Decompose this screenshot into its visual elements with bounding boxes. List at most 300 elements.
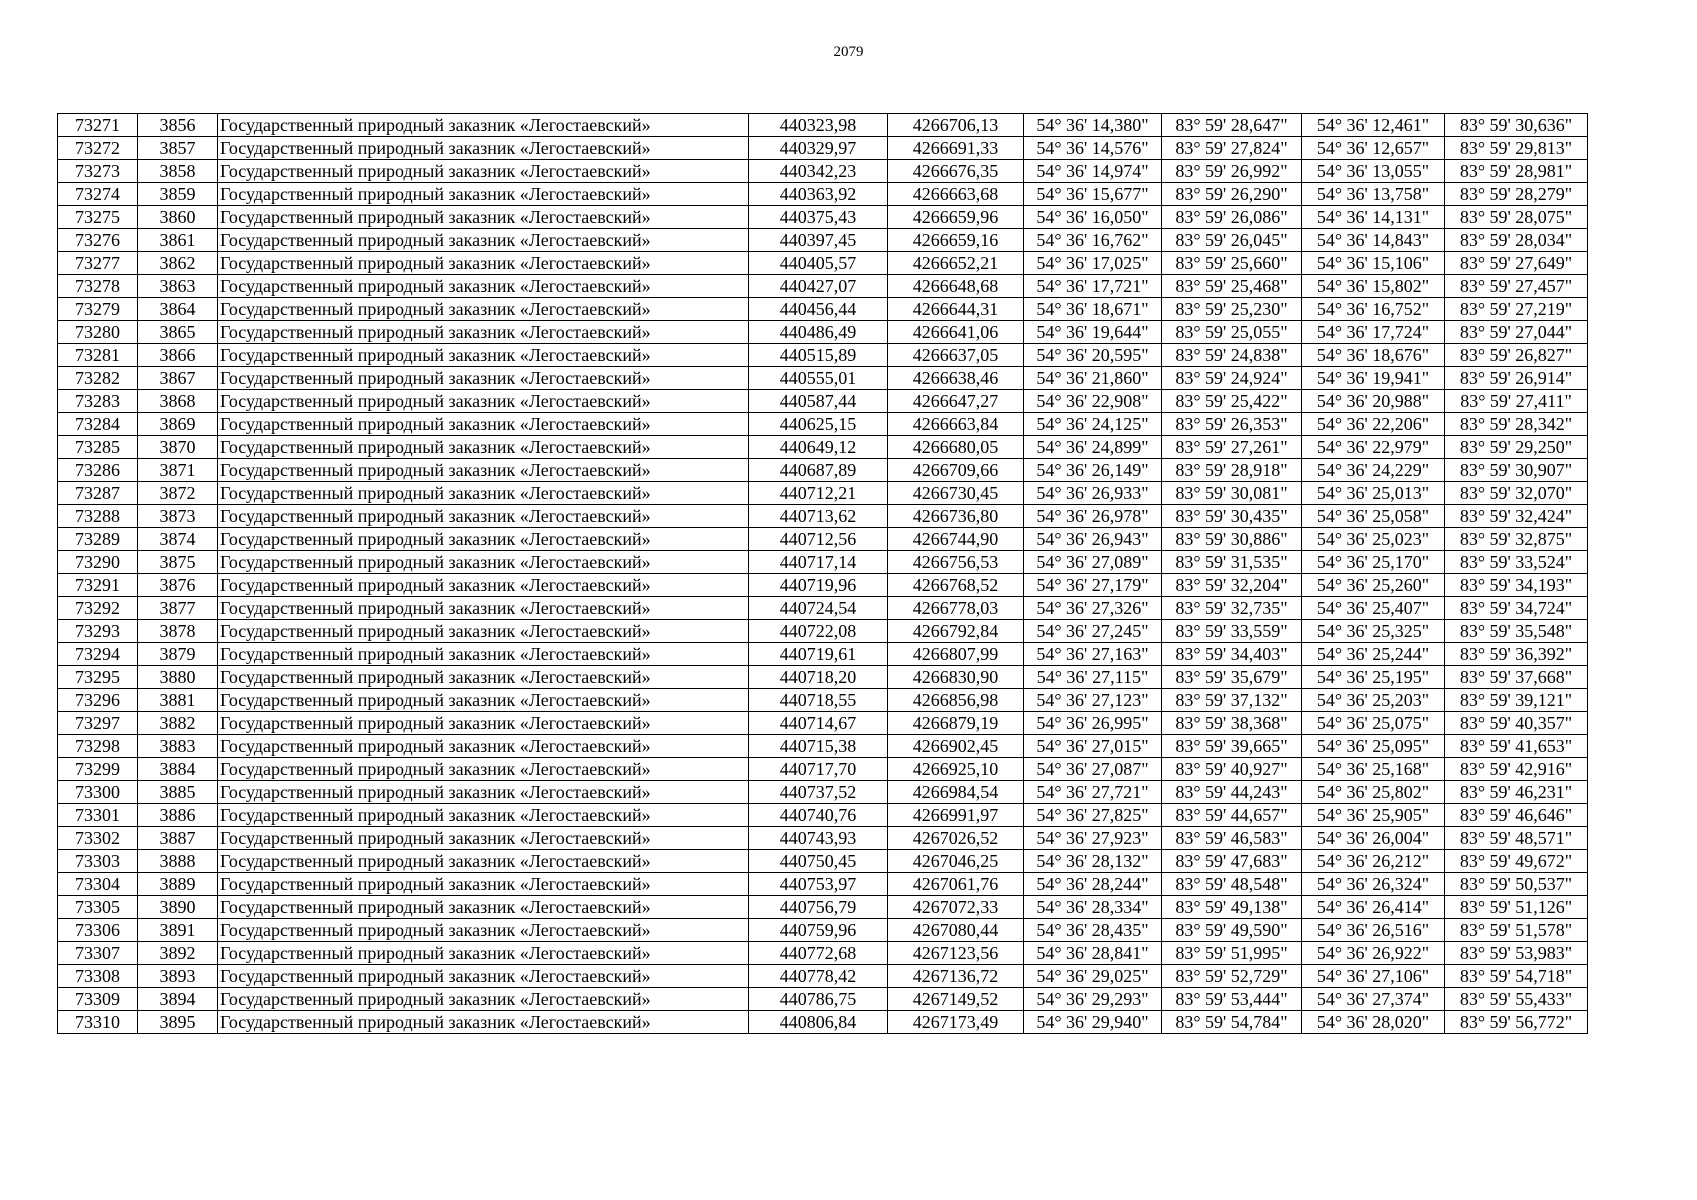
x-coordinate-cell: 440717,70: [749, 758, 888, 781]
x-coordinate-cell: 440718,55: [749, 689, 888, 712]
point-number-cell: 3860: [138, 206, 218, 229]
longitude-cell: 83° 59' 25,055": [1162, 321, 1302, 344]
longitude-cell: 83° 59' 28,918": [1162, 459, 1302, 482]
x-coordinate-cell: 440786,75: [749, 988, 888, 1011]
longitude-cell: 83° 59' 37,132": [1162, 689, 1302, 712]
x-coordinate-cell: 440375,43: [749, 206, 888, 229]
longitude-alt-cell: 83° 59' 50,537": [1445, 873, 1588, 896]
table-row: [58, 712, 1588, 735]
object-name-cell: Государственный природный заказник «Легостаевский»: [218, 643, 749, 666]
latitude-cell: 54° 36' 22,908": [1024, 390, 1162, 413]
longitude-cell: 83° 59' 48,548": [1162, 873, 1302, 896]
latitude-alt-cell: 54° 36' 14,131": [1302, 206, 1445, 229]
latitude-alt-cell: 54° 36' 27,106": [1302, 965, 1445, 988]
x-coordinate-cell: 440515,89: [749, 344, 888, 367]
row-number-cell: 73274: [58, 183, 138, 206]
y-coordinate-cell: 4266659,96: [888, 206, 1024, 229]
longitude-cell: 83° 59' 34,403": [1162, 643, 1302, 666]
table-row: [58, 344, 1588, 367]
longitude-cell: 83° 59' 44,657": [1162, 804, 1302, 827]
object-name-cell: Государственный природный заказник «Легостаевский»: [218, 919, 749, 942]
object-name-cell: Государственный природный заказник «Легостаевский»: [218, 275, 749, 298]
longitude-cell: 83° 59' 25,468": [1162, 275, 1302, 298]
longitude-cell: 83° 59' 32,204": [1162, 574, 1302, 597]
x-coordinate-cell: 440740,76: [749, 804, 888, 827]
point-number-cell: 3871: [138, 459, 218, 482]
table-row: [58, 160, 1588, 183]
x-coordinate-cell: 440342,23: [749, 160, 888, 183]
x-coordinate-cell: 440712,56: [749, 528, 888, 551]
latitude-alt-cell: 54° 36' 25,407": [1302, 597, 1445, 620]
point-number-cell: 3877: [138, 597, 218, 620]
longitude-cell: 83° 59' 26,290": [1162, 183, 1302, 206]
object-name-cell: Государственный природный заказник «Легостаевский»: [218, 114, 749, 137]
y-coordinate-cell: 4266676,35: [888, 160, 1024, 183]
longitude-alt-cell: 83° 59' 28,279": [1445, 183, 1588, 206]
longitude-alt-cell: 83° 59' 28,981": [1445, 160, 1588, 183]
row-number-cell: 73276: [58, 229, 138, 252]
latitude-cell: 54° 36' 27,123": [1024, 689, 1162, 712]
latitude-alt-cell: 54° 36' 24,229": [1302, 459, 1445, 482]
y-coordinate-cell: 4266691,33: [888, 137, 1024, 160]
x-coordinate-cell: 440555,01: [749, 367, 888, 390]
latitude-alt-cell: 54° 36' 25,023": [1302, 528, 1445, 551]
longitude-alt-cell: 83° 59' 54,718": [1445, 965, 1588, 988]
point-number-cell: 3868: [138, 390, 218, 413]
latitude-cell: 54° 36' 26,995": [1024, 712, 1162, 735]
y-coordinate-cell: 4266709,66: [888, 459, 1024, 482]
object-name-cell: Государственный природный заказник «Легостаевский»: [218, 781, 749, 804]
y-coordinate-cell: 4266925,10: [888, 758, 1024, 781]
longitude-alt-cell: 83° 59' 27,457": [1445, 275, 1588, 298]
latitude-cell: 54° 36' 24,899": [1024, 436, 1162, 459]
latitude-alt-cell: 54° 36' 25,013": [1302, 482, 1445, 505]
row-number-cell: 73277: [58, 252, 138, 275]
point-number-cell: 3895: [138, 1011, 218, 1034]
latitude-alt-cell: 54° 36' 26,516": [1302, 919, 1445, 942]
longitude-cell: 83° 59' 26,086": [1162, 206, 1302, 229]
table-row: [58, 436, 1588, 459]
latitude-cell: 54° 36' 27,115": [1024, 666, 1162, 689]
latitude-cell: 54° 36' 27,326": [1024, 597, 1162, 620]
row-number-cell: 73308: [58, 965, 138, 988]
row-number-cell: 73297: [58, 712, 138, 735]
latitude-cell: 54° 36' 27,721": [1024, 781, 1162, 804]
longitude-cell: 83° 59' 32,735": [1162, 597, 1302, 620]
row-number-cell: 73304: [58, 873, 138, 896]
object-name-cell: Государственный природный заказник «Легостаевский»: [218, 597, 749, 620]
longitude-cell: 83° 59' 27,261": [1162, 436, 1302, 459]
longitude-cell: 83° 59' 30,081": [1162, 482, 1302, 505]
table-row: [58, 137, 1588, 160]
y-coordinate-cell: 4267072,33: [888, 896, 1024, 919]
table-row: [58, 114, 1588, 137]
y-coordinate-cell: 4266663,68: [888, 183, 1024, 206]
point-number-cell: 3876: [138, 574, 218, 597]
longitude-alt-cell: 83° 59' 56,772": [1445, 1011, 1588, 1034]
table-row: [58, 1011, 1588, 1034]
latitude-alt-cell: 54° 36' 25,095": [1302, 735, 1445, 758]
latitude-cell: 54° 36' 16,762": [1024, 229, 1162, 252]
row-number-cell: 73298: [58, 735, 138, 758]
object-name-cell: Государственный природный заказник «Легостаевский»: [218, 896, 749, 919]
y-coordinate-cell: 4267123,56: [888, 942, 1024, 965]
latitude-alt-cell: 54° 36' 12,461": [1302, 114, 1445, 137]
latitude-cell: 54° 36' 28,841": [1024, 942, 1162, 965]
point-number-cell: 3879: [138, 643, 218, 666]
table-row: [58, 206, 1588, 229]
x-coordinate-cell: 440329,97: [749, 137, 888, 160]
longitude-alt-cell: 83° 59' 40,357": [1445, 712, 1588, 735]
y-coordinate-cell: 4266736,80: [888, 505, 1024, 528]
longitude-cell: 83° 59' 47,683": [1162, 850, 1302, 873]
row-number-cell: 73309: [58, 988, 138, 1011]
y-coordinate-cell: 4266644,31: [888, 298, 1024, 321]
y-coordinate-cell: 4266730,45: [888, 482, 1024, 505]
object-name-cell: Государственный природный заказник «Легостаевский»: [218, 413, 749, 436]
latitude-alt-cell: 54° 36' 26,922": [1302, 942, 1445, 965]
latitude-alt-cell: 54° 36' 19,941": [1302, 367, 1445, 390]
longitude-cell: 83° 59' 26,353": [1162, 413, 1302, 436]
y-coordinate-cell: 4266659,16: [888, 229, 1024, 252]
table-row: [58, 919, 1588, 942]
longitude-cell: 83° 59' 28,647": [1162, 114, 1302, 137]
longitude-alt-cell: 83° 59' 37,668": [1445, 666, 1588, 689]
latitude-cell: 54° 36' 24,125": [1024, 413, 1162, 436]
object-name-cell: Государственный природный заказник «Легостаевский»: [218, 390, 749, 413]
latitude-cell: 54° 36' 27,089": [1024, 551, 1162, 574]
latitude-alt-cell: 54° 36' 25,195": [1302, 666, 1445, 689]
longitude-cell: 83° 59' 52,729": [1162, 965, 1302, 988]
y-coordinate-cell: 4266756,53: [888, 551, 1024, 574]
latitude-cell: 54° 36' 27,179": [1024, 574, 1162, 597]
object-name-cell: Государственный природный заказник «Легостаевский»: [218, 206, 749, 229]
point-number-cell: 3875: [138, 551, 218, 574]
object-name-cell: Государственный природный заказник «Легостаевский»: [218, 758, 749, 781]
latitude-cell: 54° 36' 27,825": [1024, 804, 1162, 827]
latitude-cell: 54° 36' 27,245": [1024, 620, 1162, 643]
table-row: [58, 666, 1588, 689]
row-number-cell: 73303: [58, 850, 138, 873]
longitude-alt-cell: 83° 59' 49,672": [1445, 850, 1588, 873]
row-number-cell: 73284: [58, 413, 138, 436]
longitude-cell: 83° 59' 44,243": [1162, 781, 1302, 804]
point-number-cell: 3892: [138, 942, 218, 965]
y-coordinate-cell: 4266647,27: [888, 390, 1024, 413]
object-name-cell: Государственный природный заказник «Легостаевский»: [218, 344, 749, 367]
table-row: [58, 482, 1588, 505]
point-number-cell: 3880: [138, 666, 218, 689]
row-number-cell: 73291: [58, 574, 138, 597]
latitude-alt-cell: 54° 36' 25,905": [1302, 804, 1445, 827]
longitude-alt-cell: 83° 59' 26,914": [1445, 367, 1588, 390]
latitude-alt-cell: 54° 36' 26,324": [1302, 873, 1445, 896]
object-name-cell: Государственный природный заказник «Легостаевский»: [218, 850, 749, 873]
latitude-cell: 54° 36' 26,978": [1024, 505, 1162, 528]
row-number-cell: 73285: [58, 436, 138, 459]
x-coordinate-cell: 440753,97: [749, 873, 888, 896]
longitude-alt-cell: 83° 59' 29,250": [1445, 436, 1588, 459]
row-number-cell: 73296: [58, 689, 138, 712]
row-number-cell: 73282: [58, 367, 138, 390]
latitude-cell: 54° 36' 29,940": [1024, 1011, 1162, 1034]
row-number-cell: 73290: [58, 551, 138, 574]
x-coordinate-cell: 440718,20: [749, 666, 888, 689]
latitude-cell: 54° 36' 26,933": [1024, 482, 1162, 505]
point-number-cell: 3874: [138, 528, 218, 551]
object-name-cell: Государственный природный заказник «Легостаевский»: [218, 551, 749, 574]
table-row: [58, 988, 1588, 1011]
row-number-cell: 73278: [58, 275, 138, 298]
row-number-cell: 73279: [58, 298, 138, 321]
point-number-cell: 3882: [138, 712, 218, 735]
x-coordinate-cell: 440806,84: [749, 1011, 888, 1034]
y-coordinate-cell: 4267026,52: [888, 827, 1024, 850]
x-coordinate-cell: 440456,44: [749, 298, 888, 321]
y-coordinate-cell: 4266807,99: [888, 643, 1024, 666]
x-coordinate-cell: 440323,98: [749, 114, 888, 137]
longitude-cell: 83° 59' 38,368": [1162, 712, 1302, 735]
latitude-alt-cell: 54° 36' 25,058": [1302, 505, 1445, 528]
latitude-alt-cell: 54° 36' 26,212": [1302, 850, 1445, 873]
row-number-cell: 73302: [58, 827, 138, 850]
longitude-alt-cell: 83° 59' 32,424": [1445, 505, 1588, 528]
longitude-cell: 83° 59' 53,444": [1162, 988, 1302, 1011]
table-row: [58, 574, 1588, 597]
row-number-cell: 73288: [58, 505, 138, 528]
object-name-cell: Государственный природный заказник «Легостаевский»: [218, 183, 749, 206]
latitude-cell: 54° 36' 19,644": [1024, 321, 1162, 344]
x-coordinate-cell: 440363,92: [749, 183, 888, 206]
longitude-alt-cell: 83° 59' 42,916": [1445, 758, 1588, 781]
longitude-cell: 83° 59' 35,679": [1162, 666, 1302, 689]
y-coordinate-cell: 4266778,03: [888, 597, 1024, 620]
longitude-alt-cell: 83° 59' 51,578": [1445, 919, 1588, 942]
latitude-alt-cell: 54° 36' 17,724": [1302, 321, 1445, 344]
object-name-cell: Государственный природный заказник «Легостаевский»: [218, 298, 749, 321]
point-number-cell: 3886: [138, 804, 218, 827]
point-number-cell: 3869: [138, 413, 218, 436]
longitude-cell: 83° 59' 51,995": [1162, 942, 1302, 965]
object-name-cell: Государственный природный заказник «Легостаевский»: [218, 459, 749, 482]
point-number-cell: 3864: [138, 298, 218, 321]
table-row: [58, 620, 1588, 643]
object-name-cell: Государственный природный заказник «Легостаевский»: [218, 804, 749, 827]
x-coordinate-cell: 440724,54: [749, 597, 888, 620]
point-number-cell: 3883: [138, 735, 218, 758]
latitude-cell: 54° 36' 17,721": [1024, 275, 1162, 298]
row-number-cell: 73301: [58, 804, 138, 827]
table-row: [58, 229, 1588, 252]
point-number-cell: 3863: [138, 275, 218, 298]
longitude-alt-cell: 83° 59' 28,034": [1445, 229, 1588, 252]
x-coordinate-cell: 440397,45: [749, 229, 888, 252]
table-row: [58, 321, 1588, 344]
latitude-alt-cell: 54° 36' 25,244": [1302, 643, 1445, 666]
x-coordinate-cell: 440717,14: [749, 551, 888, 574]
row-number-cell: 73299: [58, 758, 138, 781]
point-number-cell: 3890: [138, 896, 218, 919]
point-number-cell: 3870: [138, 436, 218, 459]
x-coordinate-cell: 440587,44: [749, 390, 888, 413]
row-number-cell: 73272: [58, 137, 138, 160]
latitude-alt-cell: 54° 36' 14,843": [1302, 229, 1445, 252]
y-coordinate-cell: 4266856,98: [888, 689, 1024, 712]
y-coordinate-cell: 4266663,84: [888, 413, 1024, 436]
latitude-alt-cell: 54° 36' 25,802": [1302, 781, 1445, 804]
y-coordinate-cell: 4266706,13: [888, 114, 1024, 137]
table-row: [58, 413, 1588, 436]
table-row: [58, 367, 1588, 390]
x-coordinate-cell: 440714,67: [749, 712, 888, 735]
table-row: [58, 758, 1588, 781]
table-row: [58, 643, 1588, 666]
point-number-cell: 3878: [138, 620, 218, 643]
longitude-alt-cell: 83° 59' 34,724": [1445, 597, 1588, 620]
latitude-cell: 54° 36' 29,293": [1024, 988, 1162, 1011]
row-number-cell: 73275: [58, 206, 138, 229]
y-coordinate-cell: 4266792,84: [888, 620, 1024, 643]
row-number-cell: 73292: [58, 597, 138, 620]
table-row: [58, 873, 1588, 896]
latitude-alt-cell: 54° 36' 26,414": [1302, 896, 1445, 919]
latitude-cell: 54° 36' 15,677": [1024, 183, 1162, 206]
longitude-alt-cell: 83° 59' 33,524": [1445, 551, 1588, 574]
row-number-cell: 73305: [58, 896, 138, 919]
longitude-alt-cell: 83° 59' 32,875": [1445, 528, 1588, 551]
y-coordinate-cell: 4267173,49: [888, 1011, 1024, 1034]
x-coordinate-cell: 440756,79: [749, 896, 888, 919]
object-name-cell: Государственный природный заказник «Легостаевский»: [218, 689, 749, 712]
y-coordinate-cell: 4266879,19: [888, 712, 1024, 735]
latitude-alt-cell: 54° 36' 25,325": [1302, 620, 1445, 643]
table-row: [58, 597, 1588, 620]
y-coordinate-cell: 4266652,21: [888, 252, 1024, 275]
object-name-cell: Государственный природный заказник «Легостаевский»: [218, 735, 749, 758]
row-number-cell: 73273: [58, 160, 138, 183]
table-row: [58, 781, 1588, 804]
y-coordinate-cell: 4266637,05: [888, 344, 1024, 367]
row-number-cell: 73286: [58, 459, 138, 482]
table-row: [58, 183, 1588, 206]
latitude-cell: 54° 36' 28,132": [1024, 850, 1162, 873]
x-coordinate-cell: 440737,52: [749, 781, 888, 804]
point-number-cell: 3891: [138, 919, 218, 942]
longitude-cell: 83° 59' 26,045": [1162, 229, 1302, 252]
y-coordinate-cell: 4267136,72: [888, 965, 1024, 988]
latitude-cell: 54° 36' 21,860": [1024, 367, 1162, 390]
row-number-cell: 73310: [58, 1011, 138, 1034]
y-coordinate-cell: 4266648,68: [888, 275, 1024, 298]
latitude-alt-cell: 54° 36' 16,752": [1302, 298, 1445, 321]
object-name-cell: Государственный природный заказник «Легостаевский»: [218, 942, 749, 965]
table-row: [58, 390, 1588, 413]
point-number-cell: 3857: [138, 137, 218, 160]
longitude-alt-cell: 83° 59' 28,342": [1445, 413, 1588, 436]
point-number-cell: 3894: [138, 988, 218, 1011]
latitude-cell: 54° 36' 27,015": [1024, 735, 1162, 758]
table-row: [58, 551, 1588, 574]
row-number-cell: 73271: [58, 114, 138, 137]
longitude-cell: 83° 59' 25,230": [1162, 298, 1302, 321]
latitude-alt-cell: 54° 36' 13,055": [1302, 160, 1445, 183]
row-number-cell: 73289: [58, 528, 138, 551]
x-coordinate-cell: 440713,62: [749, 505, 888, 528]
longitude-cell: 83° 59' 39,665": [1162, 735, 1302, 758]
object-name-cell: Государственный природный заказник «Легостаевский»: [218, 505, 749, 528]
coordinates-table: [57, 113, 1588, 1034]
y-coordinate-cell: 4266991,97: [888, 804, 1024, 827]
latitude-cell: 54° 36' 28,244": [1024, 873, 1162, 896]
point-number-cell: 3865: [138, 321, 218, 344]
longitude-alt-cell: 83° 59' 35,548": [1445, 620, 1588, 643]
longitude-alt-cell: 83° 59' 27,649": [1445, 252, 1588, 275]
point-number-cell: 3866: [138, 344, 218, 367]
object-name-cell: Государственный природный заказник «Легостаевский»: [218, 160, 749, 183]
latitude-alt-cell: 54° 36' 25,168": [1302, 758, 1445, 781]
latitude-alt-cell: 54° 36' 25,170": [1302, 551, 1445, 574]
latitude-cell: 54° 36' 26,943": [1024, 528, 1162, 551]
latitude-cell: 54° 36' 28,334": [1024, 896, 1162, 919]
latitude-cell: 54° 36' 27,087": [1024, 758, 1162, 781]
point-number-cell: 3858: [138, 160, 218, 183]
latitude-cell: 54° 36' 29,025": [1024, 965, 1162, 988]
y-coordinate-cell: 4266902,45: [888, 735, 1024, 758]
object-name-cell: Государственный природный заказник «Легостаевский»: [218, 528, 749, 551]
object-name-cell: Государственный природный заказник «Легостаевский»: [218, 321, 749, 344]
table-row: [58, 252, 1588, 275]
row-number-cell: 73280: [58, 321, 138, 344]
longitude-cell: 83° 59' 25,422": [1162, 390, 1302, 413]
latitude-alt-cell: 54° 36' 15,106": [1302, 252, 1445, 275]
longitude-cell: 83° 59' 30,886": [1162, 528, 1302, 551]
latitude-alt-cell: 54° 36' 25,203": [1302, 689, 1445, 712]
latitude-alt-cell: 54° 36' 22,206": [1302, 413, 1445, 436]
x-coordinate-cell: 440772,68: [749, 942, 888, 965]
object-name-cell: Государственный природный заказник «Легостаевский»: [218, 965, 749, 988]
table-row: [58, 528, 1588, 551]
table-body: [58, 114, 1588, 1034]
object-name-cell: Государственный природный заказник «Легостаевский»: [218, 1011, 749, 1034]
latitude-cell: 54° 36' 17,025": [1024, 252, 1162, 275]
object-name-cell: Государственный природный заказник «Легостаевский»: [218, 436, 749, 459]
x-coordinate-cell: 440719,96: [749, 574, 888, 597]
latitude-alt-cell: 54° 36' 13,758": [1302, 183, 1445, 206]
object-name-cell: Государственный природный заказник «Легостаевский»: [218, 482, 749, 505]
table-row: [58, 965, 1588, 988]
point-number-cell: 3872: [138, 482, 218, 505]
latitude-alt-cell: 54° 36' 26,004": [1302, 827, 1445, 850]
x-coordinate-cell: 440743,93: [749, 827, 888, 850]
y-coordinate-cell: 4266768,52: [888, 574, 1024, 597]
latitude-cell: 54° 36' 14,576": [1024, 137, 1162, 160]
longitude-alt-cell: 83° 59' 29,813": [1445, 137, 1588, 160]
y-coordinate-cell: 4266984,54: [888, 781, 1024, 804]
longitude-alt-cell: 83° 59' 27,411": [1445, 390, 1588, 413]
point-number-cell: 3889: [138, 873, 218, 896]
longitude-alt-cell: 83° 59' 53,983": [1445, 942, 1588, 965]
table-row: [58, 689, 1588, 712]
latitude-alt-cell: 54° 36' 25,075": [1302, 712, 1445, 735]
point-number-cell: 3893: [138, 965, 218, 988]
y-coordinate-cell: 4266744,90: [888, 528, 1024, 551]
latitude-cell: 54° 36' 14,380": [1024, 114, 1162, 137]
latitude-alt-cell: 54° 36' 20,988": [1302, 390, 1445, 413]
y-coordinate-cell: 4266641,06: [888, 321, 1024, 344]
object-name-cell: Государственный природный заказник «Легостаевский»: [218, 988, 749, 1011]
longitude-alt-cell: 83° 59' 46,646": [1445, 804, 1588, 827]
latitude-alt-cell: 54° 36' 28,020": [1302, 1011, 1445, 1034]
